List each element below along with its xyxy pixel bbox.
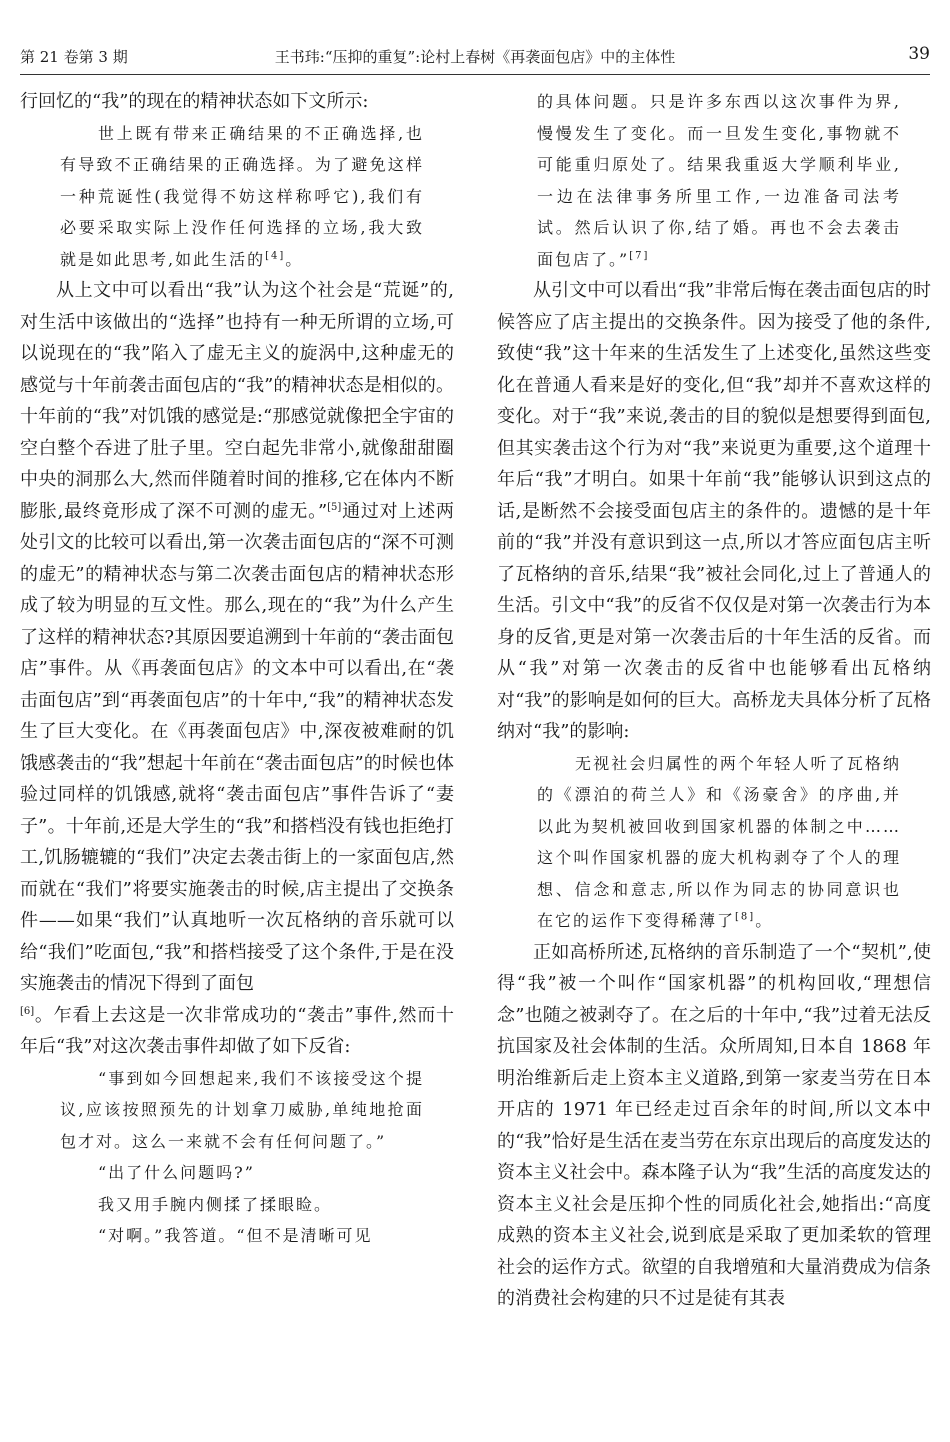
- body-paragraph: [497, 275, 931, 748]
- paragraph-text: 我又用手腕内侧揉了揉眼睑。: [98, 1194, 333, 1214]
- paragraph-text: “对啊。”我答道。“但不是清晰可见: [98, 1226, 373, 1245]
- paragraph-text: 无视社会归属性的两个年轻人听了瓦格纳的《漂泊的荷兰人》和《汤豪舍》的序曲,并以此为契机被回收到国家机器的体制之中……这个叫作国家机器的庞大机构剥夺了个人的理想、信念和意志,所以作为同志的协同意识也在它的运作下变得稀薄了: [537, 753, 901, 930]
- journal-issue: 第 21 卷第 3 期: [20, 48, 128, 66]
- body-paragraph: [20, 86, 454, 118]
- body-paragraph: [497, 937, 931, 1315]
- paragraph-text: 世上既有带来正确结果的不正确选择,也有导致不正确结果的正确选择。为了避免这样一种荒诞性(我觉得不妨这样称呼它),我们有必要采取实际上没作任何选择的立场,我大致就是如此思考,如此生活的: [60, 123, 424, 269]
- paragraph-text: 正如高桥所述,瓦格纳的音乐制造了一个“契机”,使得“我”被一个叫作“国家机器”的机构回收,“理想信念”也随之被剥夺了。在之后的十年中,“我”过着无法反抗国家及社会体制的生活。众所周知,日本自 1868 年明治维新后走上资本主义道路,到第一家麦当劳在日本开店的 1971 年已经走过百余年的时间,所以文本中的“我”恰好是生活在麦当劳在东京出现后的高度发达的资本主义社会中。森本隆子认为“我”生活的高度发达的资本主义社会是压抑个性的同质化社会,她指出:“高度成熟的资本主义社会,说到底是采取了更加柔软的管理社会的运作方式。欲望的自我增殖和大量消费成为信条的消费社会构建的只不过是徒有其表: [497, 941, 931, 1309]
- paragraph-text: 从上文中可以看出“我”认为这个社会是“荒诞”的,对生活中该做出的“选择”也持有一种无所谓的立场,可以说现在的“我”陷入了虚无主义的旋涡中,这种虚无的感觉与十年前袭击面包店的“我”的精神状态是相似的。十年前的“我”对饥饿的感觉是:“那感觉就像把全宇宙的空白整个吞进了肚子里。空白起先非常小,就像甜甜圈中央的洞那么大,然而伴随着时间的推移,它在体内不断膨胀,最终竟形成了深不可测的虚无。”: [20, 280, 454, 522]
- citation-ref: [7]: [629, 250, 650, 262]
- left-column: [20, 86, 454, 1252]
- block-quote: [497, 748, 931, 937]
- paragraph-text-tail: 。: [755, 911, 774, 930]
- citation-ref: [4]: [265, 250, 286, 262]
- paragraph-text: 从引文中可以看出“我”非常后悔在袭击面包店的时候答应了店主提出的交换条件。因为接受了他的条件,致使“我”这十年来的生活发生了上述变化,虽然这些变化在普通人看来是好的变化,但“我”却并不喜欢这样的变化。对于“我”来说,袭击的目的貌似是想要得到面包,但其实袭击这个行为对“我”来说更为重要,这个道理十年后“我”才明白。如果十年前“我”能够认识到这点的话,是断然不会接受面包店主的条件的。遗憾的是十年前的“我”并没有意识到这一点,所以才答应面包店主听了瓦格纳的音乐,结果“我”被社会同化,过上了普通人的生活。引文中“我”的反省不仅仅是对第一次袭击行为本身的反省,更是对第一次袭击后的十年生活的反省。而从“我”对第一次袭击的反省中也能够看出瓦格纳对“我”的影响是如何的巨大。高桥龙夫具体分析了瓦格纳对“我”的影响:: [497, 280, 931, 742]
- running-title: 王书玮:“压抑的重复”:论村上春树《再袭面包店》中的主体性: [274, 48, 676, 66]
- citation-ref: [6]: [20, 1005, 35, 1017]
- citation-ref: [8]: [735, 911, 756, 923]
- body-paragraph: [20, 275, 454, 1000]
- paragraph-text: 的具体问题。只是许多东西以这次事件为界,慢慢发生了变化。而一旦发生变化,事物就不可能重归原处了。结果我重返大学顺利毕业,一边在法律事务所里工作,一边准备司法考试。然后认识了你,结了婚。再也不会去袭击面包店了。”: [537, 92, 901, 269]
- running-header: [20, 40, 930, 75]
- page-number: 39: [908, 44, 930, 64]
- right-column: [497, 86, 931, 1315]
- paragraph-text: 行回忆的“我”的现在的精神状态如下文所示:: [20, 91, 369, 112]
- paragraph-text-tail: 。乍看上去这是一次非常成功的“袭击”事件,然而十年后“我”对这次袭击事件却做了如下反省:: [20, 1004, 454, 1057]
- paragraph-text: “出了什么问题吗?”: [98, 1163, 255, 1182]
- block-quote: [20, 1157, 454, 1189]
- block-quote: [497, 86, 931, 275]
- block-quote: [20, 1189, 454, 1221]
- block-quote: [20, 118, 454, 276]
- paragraph-text-tail: 。: [285, 249, 304, 269]
- paragraph-text-tail: 通过对上述两处引文的比较可以看出,第一次袭击面包店的“深不可测的虚无”的精神状态与第二次袭击面包店的精神状态形成了较为明显的互文性。那么,现在的“我”为什么产生了这样的精神状态?其原因要追溯到十年前的“袭击面包店”事件。从《再袭面包店》的文本中可以看出,在“袭击面包店”到“再袭面包店”的十年中,“我”的精神状态发生了巨大变化。在《再袭面包店》中,深夜被难耐的饥饿感袭击的“我”想起十年前在“袭击面包店”的时候也体验过同样的饥饿感,就将“袭击面包店”事件告诉了“妻子”。十年前,还是大学生的“我”和搭档没有钱也拒绝打工,饥肠辘辘的“我们”决定去袭击街上的一家面包店,然而就在“我们”将要实施袭击的时候,店主提出了交换条件——如果“我们”认真地听一次瓦格纳的音乐就可以给“我们”吃面包,“我”和搭档接受了这个条件,于是在没实施袭击的情况下得到了面包: [20, 500, 454, 994]
- citation-ref: [5]: [327, 501, 342, 513]
- paragraph-text: “事到如今回想起来,我们不该接受这个提议,应该按照预先的计划拿刀威胁,单纯地抢面包才对。这么一来就不会有任何问题了。”: [60, 1068, 424, 1151]
- block-quote: [20, 1063, 454, 1158]
- body-paragraph: [20, 1000, 454, 1063]
- block-quote: [20, 1220, 454, 1252]
